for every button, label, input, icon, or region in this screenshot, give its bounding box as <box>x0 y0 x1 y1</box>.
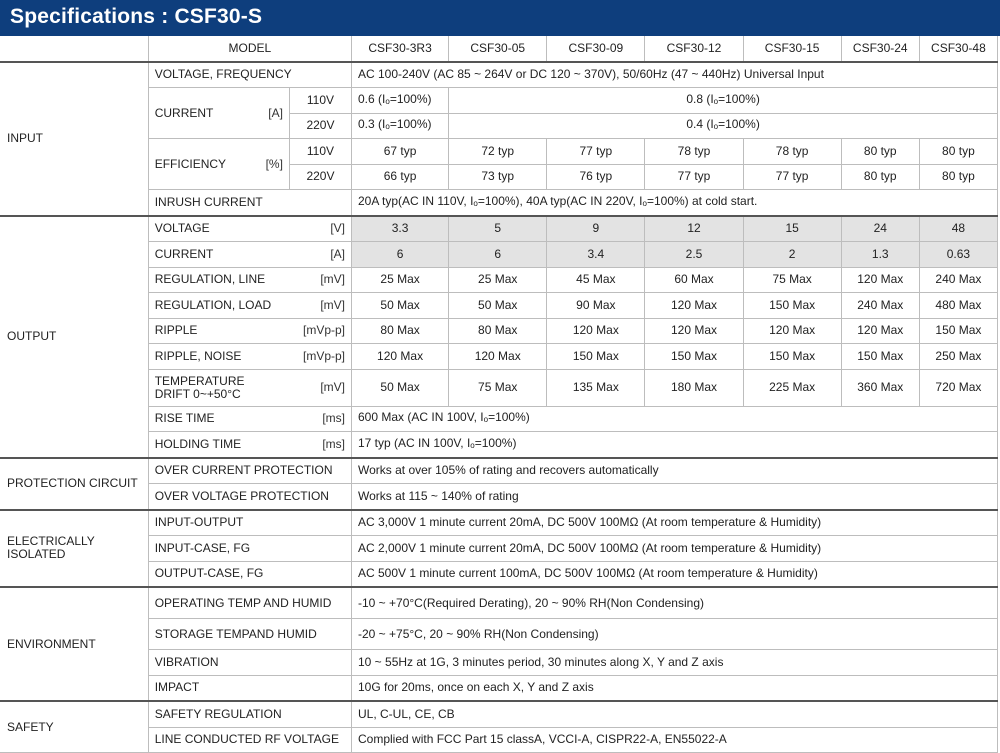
param-value: 0.4 $(I_o=100\%)$ <box>449 113 998 139</box>
value-cell: 73 typ <box>449 164 547 190</box>
protection-row <box>0 458 998 484</box>
value-cell: 48 <box>919 216 997 242</box>
value-cell: 9 <box>547 216 645 242</box>
param-value: 20A typ(AC IN 110V, $I_o=100\%$), 40A typ(AC IN 220V, $I_o=100\%$) at cold start. <box>352 190 998 216</box>
model-name: CSF30-09 <box>547 36 645 62</box>
value-cell: 66 typ <box>352 164 449 190</box>
safety-row <box>0 701 998 727</box>
value-cell: 50 Max <box>352 293 449 319</box>
value-cell: 77 typ <box>645 164 743 190</box>
value-cell: 78 typ <box>743 139 841 165</box>
value-cell: 150 Max <box>919 318 997 344</box>
param-value: AC 2,000V 1 minute current 20mA, DC 500V 100MΩ (At room temperature & Humidity) <box>352 536 998 562</box>
value-cell: 180 Max <box>645 369 743 406</box>
param-value: Complied with FCC Part 15 classA, VCCI-A, CISPR22-A, EN55022-A <box>352 727 998 753</box>
param-label: OVER VOLTAGE PROTECTION <box>148 484 351 510</box>
value-cell: 3.4 <box>547 242 645 268</box>
value-cell: 24 <box>841 216 919 242</box>
param-value: Works at over 105% of rating and recovers automatically <box>352 458 998 484</box>
model-name: CSF30-15 <box>743 36 841 62</box>
value-cell: 78 typ <box>645 139 743 165</box>
value-cell: 120 Max <box>547 318 645 344</box>
model-header-row <box>0 36 998 62</box>
param-label: TEMPERATURE DRIFT 0~+50°C <box>154 373 245 401</box>
output-ripple-row <box>0 318 998 344</box>
value-cell: 25 Max <box>352 267 449 293</box>
value-cell: 3.3 <box>352 216 449 242</box>
value-cell: 60 Max <box>645 267 743 293</box>
param-label: VOLTAGE <box>154 221 210 236</box>
value-cell: 150 Max <box>645 344 743 370</box>
output-temp-drift-row <box>0 369 998 406</box>
unit-label: [mVp-p] <box>302 348 345 363</box>
param-label: RIPPLE <box>154 323 198 338</box>
param-value: AC 500V 1 minute current 100mA, DC 500V 100MΩ (At room temperature & Humidity) <box>352 561 998 587</box>
param-value: 17 typ (AC IN 100V, $I_o=100\%$) <box>352 432 998 458</box>
value-cell: 72 typ <box>449 139 547 165</box>
value-cell: 90 Max <box>547 293 645 319</box>
value-cell: 50 Max <box>352 369 449 406</box>
isolated-row <box>0 561 998 587</box>
param-label: REGULATION, LINE <box>154 272 266 287</box>
param-label: CURRENT <box>154 105 214 120</box>
value-cell: 1.3 <box>841 242 919 268</box>
output-ripple-noise-row <box>0 344 998 370</box>
model-name: CSF30-3R3 <box>352 36 449 62</box>
value-cell: 67 typ <box>352 139 449 165</box>
value-cell: 480 Max <box>919 293 997 319</box>
param-label: IMPACT <box>148 675 351 701</box>
unit-label: [mV] <box>320 272 345 287</box>
model-name: CSF30-24 <box>841 36 919 62</box>
value-cell: 80 typ <box>919 164 997 190</box>
value-cell: 2 <box>743 242 841 268</box>
category-output: OUTPUT <box>0 216 148 458</box>
unit-label: [mV] <box>320 380 345 394</box>
value-cell: 50 Max <box>449 293 547 319</box>
voltage-label: 110V <box>289 139 351 165</box>
input-efficiency-row <box>0 139 998 165</box>
category-input: INPUT <box>0 62 148 216</box>
value-cell: 360 Max <box>841 369 919 406</box>
param-label: VIBRATION <box>148 650 351 676</box>
input-current-row <box>0 88 998 114</box>
isolated-row <box>0 536 998 562</box>
param-value: AC 100-240V (AC 85 ~ 264V or DC 120 ~ 370V), 50/60Hz (47 ~ 440Hz) Universal Input <box>352 62 998 88</box>
input-inrush-row <box>0 190 998 216</box>
value-cell: 150 Max <box>841 344 919 370</box>
param-label: RIPPLE, NOISE <box>154 348 242 363</box>
value-cell: 5 <box>449 216 547 242</box>
value-cell: 76 typ <box>547 164 645 190</box>
value-cell: 15 <box>743 216 841 242</box>
param-label: HOLDING TIME <box>154 436 242 451</box>
value-cell: 150 Max <box>547 344 645 370</box>
value-cell: 80 typ <box>841 139 919 165</box>
unit-label: [ms] <box>322 436 345 451</box>
param-label: EFFICIENCY <box>154 156 227 171</box>
unit-label: [ms] <box>322 411 345 426</box>
param-value: 10 ~ 55Hz at 1G, 3 minutes period, 30 minutes along X, Y and Z axis <box>352 650 998 676</box>
value-cell: 120 Max <box>645 318 743 344</box>
value-cell: 77 typ <box>743 164 841 190</box>
value-cell: 150 Max <box>743 293 841 319</box>
environment-row <box>0 587 998 619</box>
unit-label: [mVp-p] <box>302 323 345 338</box>
protection-row <box>0 484 998 510</box>
value-cell: 120 Max <box>743 318 841 344</box>
model-name: CSF30-12 <box>645 36 743 62</box>
value-cell: 250 Max <box>919 344 997 370</box>
unit-label: [V] <box>330 221 345 236</box>
value-cell: 225 Max <box>743 369 841 406</box>
output-holding-time-row <box>0 432 998 458</box>
value-cell: 75 Max <box>743 267 841 293</box>
param-label: INPUT-CASE, FG <box>148 536 351 562</box>
param-value: -10 ~ +70°C(Required Derating), 20 ~ 90% RH(Non Condensing) <box>352 587 998 619</box>
value-cell: 6 <box>449 242 547 268</box>
input-voltage-row <box>0 62 998 88</box>
value-cell: 80 Max <box>449 318 547 344</box>
output-voltage-row <box>0 216 998 242</box>
environment-row <box>0 675 998 701</box>
model-name: CSF30-48 <box>919 36 997 62</box>
param-label: REGULATION, LOAD <box>154 297 272 312</box>
value-cell: 12 <box>645 216 743 242</box>
param-value: -20 ~ +75°C, 20 ~ 90% RH(Non Condensing) <box>352 619 998 650</box>
param-label: RISE TIME <box>154 411 215 426</box>
environment-row <box>0 619 998 650</box>
output-current-row <box>0 242 998 268</box>
param-value: 0.3 $(I_o=100\%)$ <box>352 113 449 139</box>
value-cell: 120 Max <box>352 344 449 370</box>
param-value: 10G for 20ms, once on each X, Y and Z axis <box>352 675 998 701</box>
value-cell: 45 Max <box>547 267 645 293</box>
param-label: OUTPUT-CASE, FG <box>148 561 351 587</box>
value-cell: 720 Max <box>919 369 997 406</box>
output-reg-load-row <box>0 293 998 319</box>
value-cell: 120 Max <box>841 267 919 293</box>
value-cell: 6 <box>352 242 449 268</box>
param-value: 0.8 $(I_o=100\%)$ <box>449 88 998 114</box>
value-cell: 80 typ <box>919 139 997 165</box>
value-cell: 0.63 <box>919 242 997 268</box>
spec-table <box>0 36 998 753</box>
page-title: Specifications : CSF30-S <box>10 5 263 28</box>
param-label: STORAGE TEMPAND HUMID <box>148 619 351 650</box>
value-cell: 240 Max <box>919 267 997 293</box>
param-value: UL, C-UL, CE, CB <box>352 701 998 727</box>
value-cell: 135 Max <box>547 369 645 406</box>
value-cell: 240 Max <box>841 293 919 319</box>
value-cell: 80 typ <box>841 164 919 190</box>
value-cell: 77 typ <box>547 139 645 165</box>
category-safety: SAFETY <box>0 701 148 753</box>
title-bar <box>0 0 1000 36</box>
param-value: Works at 115 ~ 140% of rating <box>352 484 998 510</box>
unit-label: [%] <box>265 156 283 171</box>
param-label: OVER CURRENT PROTECTION <box>148 458 351 484</box>
unit-label: [mV] <box>320 297 345 312</box>
param-label: CURRENT <box>154 246 214 261</box>
isolated-row <box>0 510 998 536</box>
model-name: CSF30-05 <box>449 36 547 62</box>
param-value: AC 3,000V 1 minute current 20mA, DC 500V 100MΩ (At room temperature & Humidity) <box>352 510 998 536</box>
param-label: SAFETY REGULATION <box>148 701 351 727</box>
value-cell: 120 Max <box>449 344 547 370</box>
output-reg-line-row <box>0 267 998 293</box>
value-cell: 2.5 <box>645 242 743 268</box>
param-value: 0.6 $(I_o=100\%)$ <box>352 88 449 114</box>
voltage-label: 110V <box>289 88 351 114</box>
voltage-label: 220V <box>289 164 351 190</box>
category-isolated: ELECTRICALLY ISOLATED <box>0 510 148 588</box>
category-protection: PROTECTION CIRCUIT <box>0 458 148 510</box>
value-cell: 120 Max <box>645 293 743 319</box>
category-environment: ENVIRONMENT <box>0 587 148 701</box>
param-label: INPUT-OUTPUT <box>148 510 351 536</box>
param-label: INRUSH CURRENT <box>148 190 351 216</box>
param-value: 600 Max (AC IN 100V, $I_o=100\%$) <box>352 406 998 432</box>
voltage-label: 220V <box>289 113 351 139</box>
value-cell: 150 Max <box>743 344 841 370</box>
value-cell: 25 Max <box>449 267 547 293</box>
value-cell: 80 Max <box>352 318 449 344</box>
environment-row <box>0 650 998 676</box>
model-label: MODEL <box>148 36 351 62</box>
value-cell: 120 Max <box>841 318 919 344</box>
unit-label: [A] <box>268 105 283 120</box>
output-rise-time-row <box>0 406 998 432</box>
param-label: OPERATING TEMP AND HUMID <box>148 587 351 619</box>
param-label: LINE CONDUCTED RF VOLTAGE <box>148 727 351 753</box>
param-label: VOLTAGE, FREQUENCY <box>148 62 351 88</box>
unit-label: [A] <box>330 246 345 261</box>
value-cell: 75 Max <box>449 369 547 406</box>
